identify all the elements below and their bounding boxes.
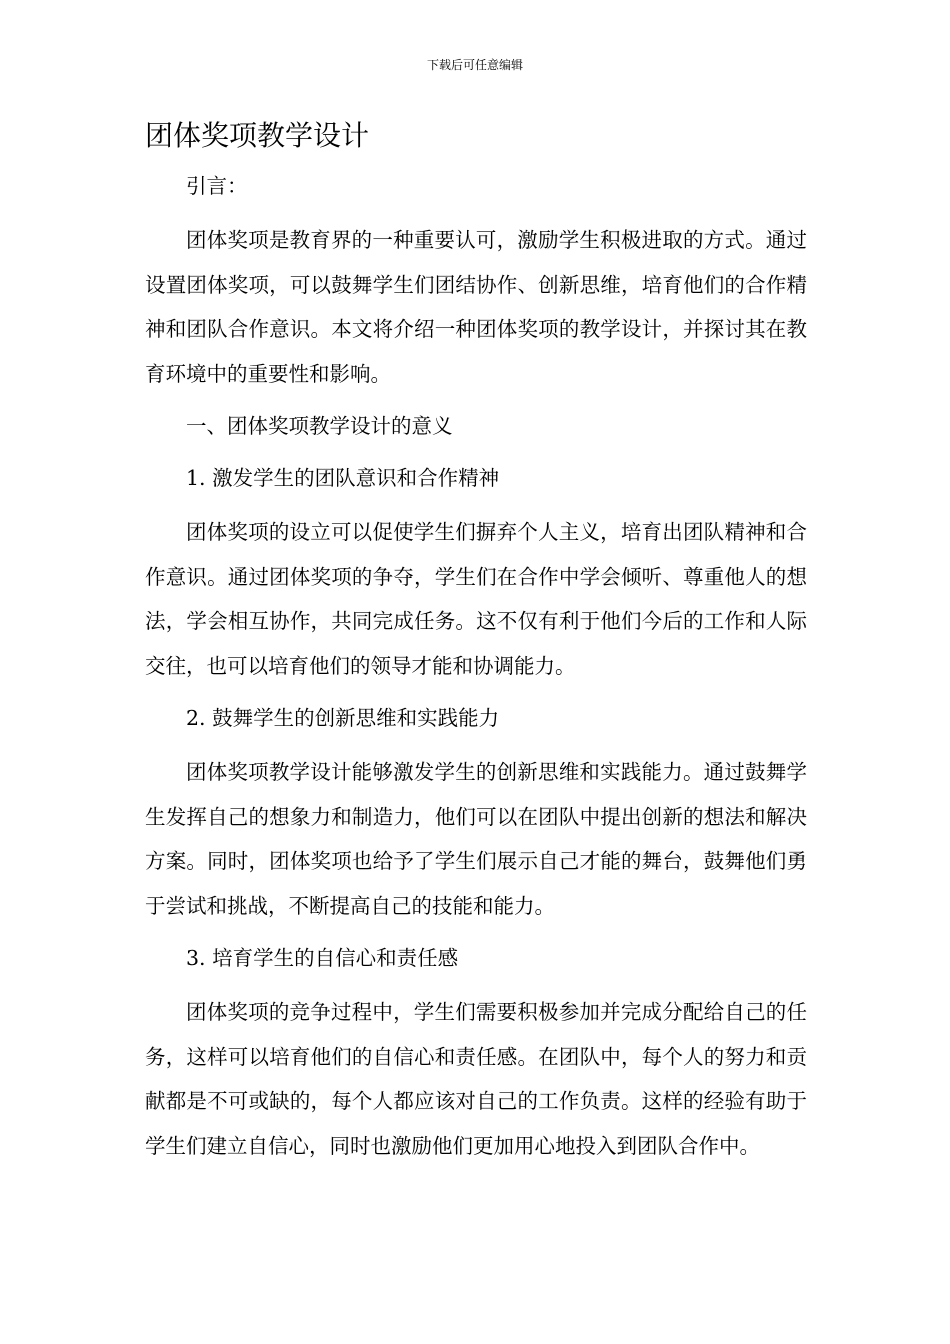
- subsection-heading-1: 1. 激发学生的团队意识和合作精神: [186, 466, 500, 490]
- intro-label: 引言：: [186, 174, 248, 198]
- subsection-paragraph-3: 团体奖项的竞争过程中，学生们需要积极参加并完成分配给自己的任务，这样可以培育他们的自信心和责任感。在团队中，每个人的努力和贡献都是不可或缺的，每个人都应该对自己的工作负责。这样的经验有助于学生们建立自信心，同时也激励他们更加用心地投入到团队合作中。: [145, 1000, 807, 1158]
- intro-paragraph: 团体奖项是教育界的一种重要认可，激励学生积极进取的方式。通过设置团体奖项，可以鼓舞学生们团结协作、创新思维，培育他们的合作精神和团队合作意识。本文将介绍一种团体奖项的教学设计，并探讨其在教育环境中的重要性和影响。: [145, 228, 807, 386]
- document-title: 团体奖项教学设计: [145, 119, 370, 152]
- section-heading-1: 一、团体奖项教学设计的意义: [186, 414, 453, 438]
- subsection-heading-2: 2. 鼓舞学生的创新思维和实践能力: [186, 706, 500, 730]
- document-body: [145, 166, 807, 1178]
- header-note: 下载后可任意编辑: [426, 58, 523, 72]
- subsection-heading-3: 3. 培育学生的自信心和责任感: [186, 946, 459, 970]
- subsection-paragraph-2: 团体奖项教学设计能够激发学生的创新思维和实践能力。通过鼓舞学生发挥自己的想象力和制造力，他们可以在团队中提出创新的想法和解决方案。同时，团体奖项也给予了学生们展示自己才能的舞台，鼓舞他们勇于尝试和挑战，不断提高自己的技能和能力。: [145, 760, 807, 918]
- subsection-paragraph-1: 团体奖项的设立可以促使学生们摒弃个人主义，培育出团队精神和合作意识。通过团体奖项的争夺，学生们在合作中学会倾听、尊重他人的想法，学会相互协作，共同完成任务。这不仅有利于他们今后的工作和人际交往，也可以培育他们的领导才能和协调能力。: [145, 520, 807, 678]
